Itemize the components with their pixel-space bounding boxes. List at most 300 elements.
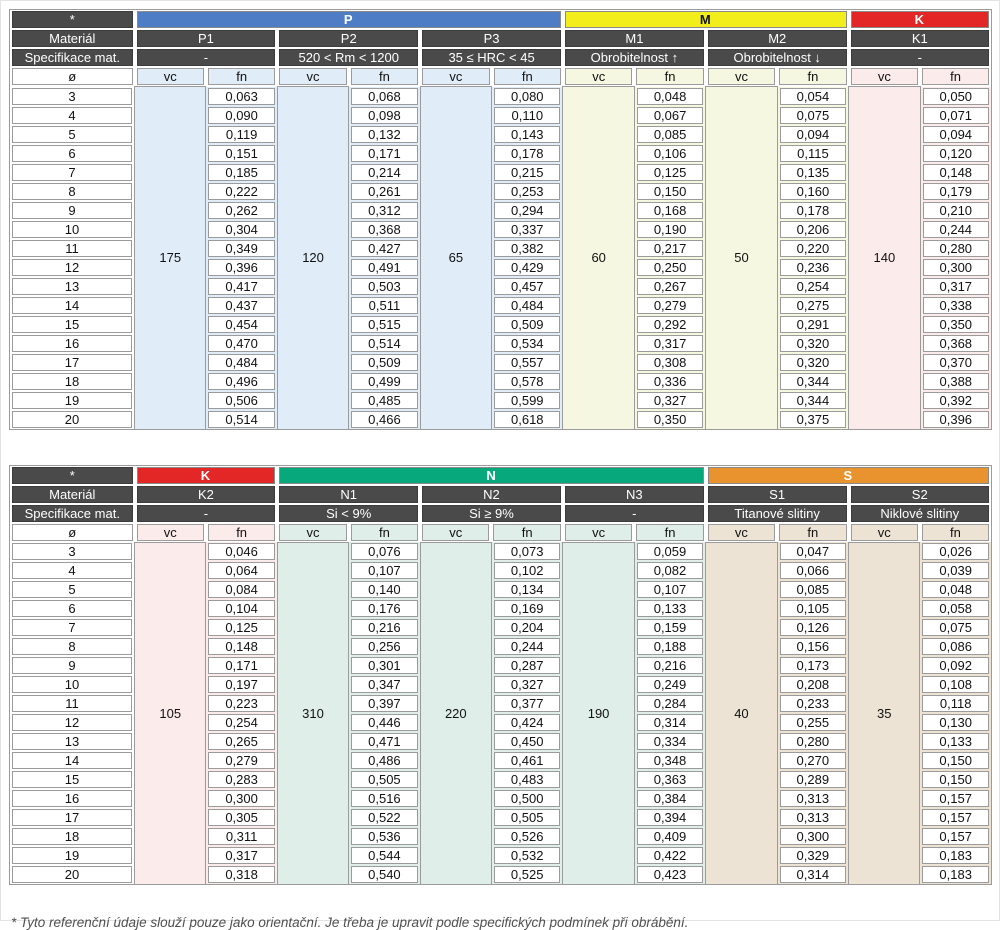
vc-header-cell xyxy=(706,67,777,87)
diameter-cell xyxy=(10,827,135,846)
fn-value-cell xyxy=(206,410,277,430)
diameter-cell xyxy=(10,220,135,239)
fn-header-p1: fn xyxy=(208,68,275,85)
fn-s1-15: 0,289 xyxy=(780,771,846,788)
fn-value-cell xyxy=(920,656,992,675)
vc-header-n1: vc xyxy=(279,524,346,541)
spec-cell xyxy=(849,504,992,523)
fn-value-cell xyxy=(206,258,277,277)
fn-value-cell xyxy=(206,239,277,258)
fn-value-cell xyxy=(920,618,992,637)
fn-value-cell xyxy=(349,789,420,808)
fn-value-cell xyxy=(206,163,277,182)
fn-value-cell xyxy=(777,599,848,618)
fn-value-cell xyxy=(920,353,991,372)
diameter-17: 17 xyxy=(12,809,132,826)
fn-value-cell xyxy=(634,865,705,885)
fn-value-cell xyxy=(349,865,420,885)
fn-value-cell xyxy=(206,751,277,770)
fn-header-cell xyxy=(777,67,848,87)
fn-value-cell xyxy=(206,865,277,885)
spec-p1: - xyxy=(137,49,276,66)
fn-value-cell xyxy=(920,751,992,770)
fn-value-cell xyxy=(349,106,420,125)
fn-n1-20: 0,540 xyxy=(351,866,417,883)
fn-value-cell xyxy=(634,618,705,637)
diameter-cell xyxy=(10,618,135,637)
fn-n2-14: 0,461 xyxy=(494,752,560,769)
material-cell xyxy=(849,485,992,504)
diameter-12: 12 xyxy=(12,259,132,276)
vc-value-s2: 35 xyxy=(849,542,920,885)
vc-value-m1: 60 xyxy=(563,87,634,430)
diameter-cell xyxy=(10,353,135,372)
fn-value-cell xyxy=(634,410,705,430)
material-cell xyxy=(277,29,420,48)
fn-m1-15: 0,292 xyxy=(637,316,703,333)
vc-value-n1: 310 xyxy=(277,542,348,885)
fn-value-cell xyxy=(920,296,991,315)
fn-value-cell xyxy=(491,808,562,827)
diameter-cell xyxy=(10,296,135,315)
fn-k2-4: 0,064 xyxy=(208,562,274,579)
fn-value-cell xyxy=(492,372,563,391)
fn-k1-7: 0,148 xyxy=(923,164,989,181)
fn-p1-5: 0,119 xyxy=(208,126,274,143)
fn-value-cell xyxy=(634,599,705,618)
fn-value-cell xyxy=(777,713,848,732)
fn-s1-19: 0,329 xyxy=(780,847,846,864)
fn-header-s2: fn xyxy=(922,524,989,541)
spec-p3: 35 ≤ HRC < 45 xyxy=(422,49,561,66)
fn-m2-4: 0,075 xyxy=(780,107,846,124)
fn-value-cell xyxy=(634,106,705,125)
fn-value-cell xyxy=(492,296,563,315)
fn-value-cell xyxy=(206,827,277,846)
fn-value-cell xyxy=(920,865,992,885)
fn-header-n2: fn xyxy=(493,524,560,541)
diameter-cell xyxy=(10,542,135,561)
fn-n3-17: 0,394 xyxy=(637,809,703,826)
diameter-cell xyxy=(10,334,135,353)
fn-value-cell xyxy=(492,391,563,410)
diameter-cell xyxy=(10,315,135,334)
fn-value-cell xyxy=(634,789,705,808)
fn-n2-3: 0,073 xyxy=(494,543,560,560)
material-cell xyxy=(849,29,992,48)
fn-n2-4: 0,102 xyxy=(494,562,560,579)
fn-p3-8: 0,253 xyxy=(494,183,560,200)
diameter-cell xyxy=(10,391,135,410)
group-banner-cell xyxy=(706,465,992,485)
vc-value-k1: 140 xyxy=(849,87,920,430)
fn-header-m1: fn xyxy=(636,68,703,85)
diameter-cell xyxy=(10,258,135,277)
vc-header-cell xyxy=(420,523,491,543)
fn-p2-7: 0,214 xyxy=(351,164,417,181)
material-row-label: Materiál xyxy=(12,30,133,47)
vc-header-cell xyxy=(277,67,348,87)
fn-value-cell xyxy=(777,808,848,827)
fn-p3-6: 0,178 xyxy=(494,145,560,162)
vc-value-n3: 190 xyxy=(563,542,634,885)
fn-n2-9: 0,287 xyxy=(494,657,560,674)
fn-p1-6: 0,151 xyxy=(208,145,274,162)
fn-n1-5: 0,140 xyxy=(351,581,417,598)
diameter-cell xyxy=(10,125,135,144)
fn-value-cell xyxy=(349,372,420,391)
fn-p2-10: 0,368 xyxy=(351,221,417,238)
fn-s2-9: 0,092 xyxy=(922,657,989,674)
fn-header-p2: fn xyxy=(351,68,418,85)
fn-value-cell xyxy=(920,277,991,296)
fn-s1-12: 0,255 xyxy=(780,714,846,731)
spec-m1: Obrobitelnost ↑ xyxy=(565,49,704,66)
fn-s1-14: 0,270 xyxy=(780,752,846,769)
fn-value-cell xyxy=(634,561,705,580)
diameter-6: 6 xyxy=(12,600,132,617)
fn-p2-8: 0,261 xyxy=(351,183,417,200)
fn-n2-20: 0,525 xyxy=(494,866,560,883)
fn-value-cell xyxy=(206,846,277,865)
fn-m2-10: 0,206 xyxy=(780,221,846,238)
spec-cell xyxy=(420,504,563,523)
fn-n3-3: 0,059 xyxy=(637,543,703,560)
vc-header-cell xyxy=(420,67,491,87)
fn-p3-19: 0,599 xyxy=(494,392,560,409)
spec-cell xyxy=(135,504,278,523)
diameter-6: 6 xyxy=(12,145,132,162)
diameter-13: 13 xyxy=(12,733,132,750)
fn-value-cell xyxy=(920,732,992,751)
fn-value-cell xyxy=(777,656,848,675)
fn-n1-18: 0,536 xyxy=(351,828,417,845)
fn-value-cell xyxy=(492,182,563,201)
vc-value-p3: 65 xyxy=(420,87,491,430)
diameter-18: 18 xyxy=(12,828,132,845)
fn-value-cell xyxy=(920,713,992,732)
vc-value-k2: 105 xyxy=(135,542,206,885)
spec-m2: Obrobitelnost ↓ xyxy=(708,49,847,66)
diameter-cell xyxy=(10,713,135,732)
vc-header-n3: vc xyxy=(565,524,632,541)
fn-value-cell xyxy=(206,808,277,827)
fn-value-cell xyxy=(634,391,705,410)
fn-value-cell xyxy=(349,87,420,106)
diameter-cell xyxy=(10,277,135,296)
fn-value-cell xyxy=(634,296,705,315)
fn-value-cell xyxy=(349,618,420,637)
diameter-3: 3 xyxy=(12,88,132,105)
fn-k2-17: 0,305 xyxy=(208,809,274,826)
fn-header-n1: fn xyxy=(351,524,418,541)
fn-value-cell xyxy=(491,713,562,732)
diameter-9: 9 xyxy=(12,657,132,674)
diameter-cell xyxy=(10,694,135,713)
diameter-5: 5 xyxy=(12,126,132,143)
diameter-19: 19 xyxy=(12,392,132,409)
fn-value-cell xyxy=(206,315,277,334)
fn-p3-14: 0,484 xyxy=(494,297,560,314)
fn-k1-19: 0,392 xyxy=(923,392,989,409)
diameter-cell xyxy=(10,106,135,125)
fn-p1-15: 0,454 xyxy=(208,316,274,333)
fn-m1-9: 0,168 xyxy=(637,202,703,219)
vc-header-m1: vc xyxy=(565,68,632,85)
fn-value-cell xyxy=(777,827,848,846)
fn-p2-19: 0,485 xyxy=(351,392,417,409)
fn-value-cell xyxy=(920,561,992,580)
diameter-cell xyxy=(10,637,135,656)
diameter-16: 16 xyxy=(12,335,132,352)
diameter-9: 9 xyxy=(12,202,132,219)
fn-value-cell xyxy=(491,694,562,713)
fn-m2-18: 0,344 xyxy=(780,373,846,390)
fn-value-cell xyxy=(491,618,562,637)
fn-s1-18: 0,300 xyxy=(780,828,846,845)
diameter-18: 18 xyxy=(12,373,132,390)
fn-p1-12: 0,396 xyxy=(208,259,274,276)
fn-n2-17: 0,505 xyxy=(494,809,560,826)
diameter-cell xyxy=(10,410,135,430)
vc-header-n2: vc xyxy=(422,524,489,541)
spec-cell xyxy=(277,48,420,67)
fn-k1-16: 0,368 xyxy=(923,335,989,352)
group-banner-p: P xyxy=(137,11,561,28)
fn-n3-19: 0,422 xyxy=(637,847,703,864)
fn-header-cell xyxy=(349,523,420,543)
fn-value-cell xyxy=(634,713,705,732)
fn-p3-18: 0,578 xyxy=(494,373,560,390)
fn-m1-4: 0,067 xyxy=(637,107,703,124)
fn-n1-4: 0,107 xyxy=(351,562,417,579)
fn-m1-17: 0,308 xyxy=(637,354,703,371)
diameter-cell xyxy=(10,239,135,258)
fn-value-cell xyxy=(206,144,277,163)
fn-value-cell xyxy=(634,239,705,258)
fn-s1-6: 0,105 xyxy=(780,600,846,617)
fn-m2-9: 0,178 xyxy=(780,202,846,219)
fn-n2-8: 0,244 xyxy=(494,638,560,655)
fn-k2-20: 0,318 xyxy=(208,866,274,883)
diameter-14: 14 xyxy=(12,297,132,314)
fn-value-cell xyxy=(920,694,992,713)
fn-s2-3: 0,026 xyxy=(922,543,989,560)
fn-s2-15: 0,150 xyxy=(922,771,989,788)
diameter-7: 7 xyxy=(12,619,132,636)
diameter-header-label: ø xyxy=(12,68,133,85)
fn-value-cell xyxy=(920,675,992,694)
fn-k1-10: 0,244 xyxy=(923,221,989,238)
vc-header-s1: vc xyxy=(708,524,775,541)
fn-p2-16: 0,514 xyxy=(351,335,417,352)
fn-value-cell xyxy=(634,144,705,163)
material-cell xyxy=(277,485,420,504)
material-n3: N3 xyxy=(565,486,704,503)
fn-s1-3: 0,047 xyxy=(780,543,846,560)
fn-value-cell xyxy=(920,580,992,599)
diameter-11: 11 xyxy=(12,695,132,712)
fn-value-cell xyxy=(920,391,991,410)
fn-value-cell xyxy=(349,334,420,353)
corner-star-label: * xyxy=(12,467,133,484)
fn-k2-10: 0,197 xyxy=(208,676,274,693)
fn-header-cell xyxy=(492,67,563,87)
fn-p1-7: 0,185 xyxy=(208,164,274,181)
fn-m2-12: 0,236 xyxy=(780,259,846,276)
fn-value-cell xyxy=(206,580,277,599)
fn-p1-16: 0,470 xyxy=(208,335,274,352)
spec-cell xyxy=(563,504,706,523)
fn-s2-6: 0,058 xyxy=(922,600,989,617)
diameter-cell xyxy=(10,372,135,391)
fn-header-cell xyxy=(491,523,562,543)
spec-s2: Niklové slitiny xyxy=(851,505,989,522)
fn-value-cell xyxy=(634,125,705,144)
diameter-13: 13 xyxy=(12,278,132,295)
fn-value-cell xyxy=(634,637,705,656)
vc-value-p2: 120 xyxy=(277,87,348,430)
fn-p2-18: 0,499 xyxy=(351,373,417,390)
diameter-19: 19 xyxy=(12,847,132,864)
diameter-cell xyxy=(10,144,135,163)
fn-m2-3: 0,054 xyxy=(780,88,846,105)
fn-p2-14: 0,511 xyxy=(351,297,417,314)
fn-value-cell xyxy=(634,163,705,182)
fn-n1-8: 0,256 xyxy=(351,638,417,655)
fn-k1-8: 0,179 xyxy=(923,183,989,200)
fn-value-cell xyxy=(206,201,277,220)
spec-s1: Titanové slitiny xyxy=(708,505,847,522)
fn-value-cell xyxy=(777,277,848,296)
fn-k1-17: 0,370 xyxy=(923,354,989,371)
fn-m1-11: 0,217 xyxy=(637,240,703,257)
fn-p1-9: 0,262 xyxy=(208,202,274,219)
fn-n1-19: 0,544 xyxy=(351,847,417,864)
fn-value-cell xyxy=(920,125,991,144)
fn-value-cell xyxy=(349,410,420,430)
fn-header-k1: fn xyxy=(922,68,989,85)
fn-value-cell xyxy=(492,201,563,220)
diameter-20: 20 xyxy=(12,411,132,428)
fn-value-cell xyxy=(920,220,991,239)
fn-value-cell xyxy=(634,656,705,675)
fn-m2-11: 0,220 xyxy=(780,240,846,257)
fn-value-cell xyxy=(920,87,991,106)
fn-value-cell xyxy=(634,751,705,770)
fn-value-cell xyxy=(206,220,277,239)
fn-header-cell xyxy=(206,67,277,87)
fn-p2-6: 0,171 xyxy=(351,145,417,162)
fn-value-cell xyxy=(349,220,420,239)
fn-n1-11: 0,397 xyxy=(351,695,417,712)
group-banner-s: S xyxy=(708,467,989,484)
diameter-12: 12 xyxy=(12,714,132,731)
fn-s1-7: 0,126 xyxy=(780,619,846,636)
diameter-cell xyxy=(10,675,135,694)
fn-value-cell xyxy=(349,770,420,789)
fn-value-cell xyxy=(491,865,562,885)
fn-s2-7: 0,075 xyxy=(922,619,989,636)
fn-value-cell xyxy=(349,808,420,827)
fn-value-cell xyxy=(492,125,563,144)
corner-star-label: * xyxy=(12,11,133,28)
material-row-label: Materiál xyxy=(12,486,133,503)
fn-value-cell xyxy=(492,353,563,372)
fn-n2-5: 0,134 xyxy=(494,581,560,598)
fn-s2-20: 0,183 xyxy=(922,866,989,883)
material-cell xyxy=(563,29,706,48)
vc-header-cell xyxy=(563,523,634,543)
fn-n1-15: 0,505 xyxy=(351,771,417,788)
vc-header-k2: vc xyxy=(137,524,204,541)
fn-header-cell xyxy=(349,67,420,87)
fn-value-cell xyxy=(634,182,705,201)
fn-value-cell xyxy=(491,675,562,694)
fn-value-cell xyxy=(777,751,848,770)
fn-value-cell xyxy=(920,258,991,277)
fn-value-cell xyxy=(349,353,420,372)
group-banner-cell xyxy=(849,10,992,30)
fn-m1-3: 0,048 xyxy=(637,88,703,105)
fn-p1-18: 0,496 xyxy=(208,373,274,390)
fn-value-cell xyxy=(634,334,705,353)
fn-value-cell xyxy=(206,694,277,713)
fn-value-cell xyxy=(349,182,420,201)
fn-k1-4: 0,071 xyxy=(923,107,989,124)
diameter-cell xyxy=(10,789,135,808)
fn-value-cell xyxy=(492,106,563,125)
spec-row-label: Specifikace mat. xyxy=(12,505,133,522)
fn-p2-3: 0,068 xyxy=(351,88,417,105)
fn-value-cell xyxy=(777,391,848,410)
fn-value-cell xyxy=(349,201,420,220)
fn-header-cell xyxy=(634,523,705,543)
fn-value-cell xyxy=(634,277,705,296)
fn-value-cell xyxy=(206,599,277,618)
fn-m1-10: 0,190 xyxy=(637,221,703,238)
fn-m1-19: 0,327 xyxy=(637,392,703,409)
fn-n2-18: 0,526 xyxy=(494,828,560,845)
fn-s1-9: 0,173 xyxy=(780,657,846,674)
fn-value-cell xyxy=(206,353,277,372)
material-m1: M1 xyxy=(565,30,704,47)
fn-value-cell xyxy=(492,315,563,334)
fn-k2-9: 0,171 xyxy=(208,657,274,674)
fn-value-cell xyxy=(206,87,277,106)
fn-k1-3: 0,050 xyxy=(923,88,989,105)
diameter-cell xyxy=(10,770,135,789)
material-s2: S2 xyxy=(851,486,989,503)
fn-value-cell xyxy=(349,163,420,182)
diameter-20: 20 xyxy=(12,866,132,883)
fn-value-cell xyxy=(777,239,848,258)
fn-k1-5: 0,094 xyxy=(923,126,989,143)
fn-p1-11: 0,349 xyxy=(208,240,274,257)
fn-value-cell xyxy=(634,315,705,334)
fn-p3-4: 0,110 xyxy=(494,107,560,124)
vc-header-cell xyxy=(277,523,348,543)
vc-header-k1: vc xyxy=(851,68,918,85)
fn-header-m2: fn xyxy=(779,68,846,85)
diameter-cell xyxy=(10,732,135,751)
fn-k2-16: 0,300 xyxy=(208,790,274,807)
fn-value-cell xyxy=(349,239,420,258)
fn-value-cell xyxy=(920,846,992,865)
diameter-cell xyxy=(10,580,135,599)
fn-value-cell xyxy=(777,125,848,144)
spec-n1: Si < 9% xyxy=(279,505,418,522)
